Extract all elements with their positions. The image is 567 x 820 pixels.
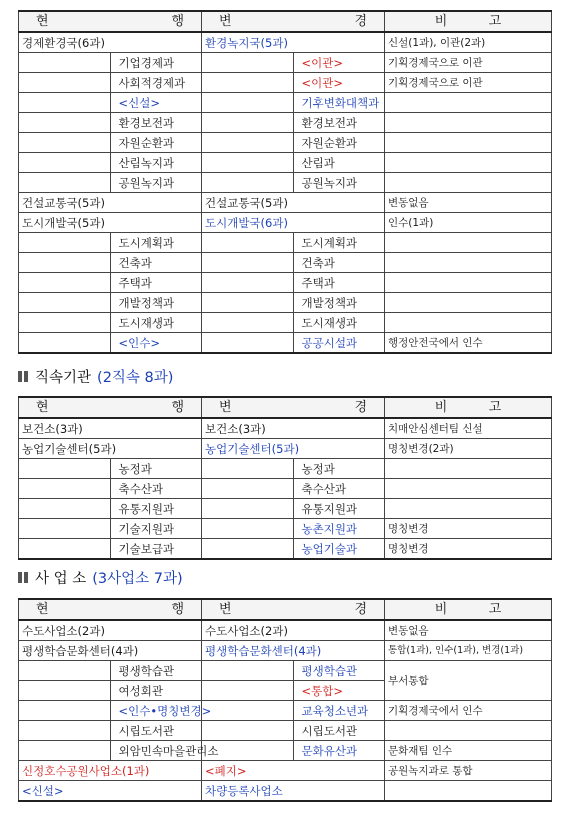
section-new: 환경보전과 <box>293 113 385 133</box>
section-current: 유통지원과 <box>110 499 202 519</box>
table-row <box>19 273 552 293</box>
section-heading-direct-agencies <box>18 366 173 387</box>
section-note <box>385 499 552 519</box>
section-note: 기획경제국으로 이관 <box>385 73 552 93</box>
square-bullet-icon <box>18 572 22 583</box>
section-new: 도시계획과 <box>293 233 385 253</box>
section-note <box>385 93 552 113</box>
section-note: 기획경제국으로 이관 <box>385 53 552 73</box>
header-change: 변 경 <box>202 397 385 418</box>
section-current: 환경보전과 <box>110 113 202 133</box>
section-note <box>385 313 552 333</box>
table-row <box>19 73 552 93</box>
section-note <box>385 133 552 153</box>
header-current: 현 행 <box>19 11 202 32</box>
section-count: (2직속 8과) <box>97 370 174 386</box>
dept-new: 농업기술센터(5과) <box>202 439 385 459</box>
section-current: 개발정책과 <box>110 293 202 313</box>
dept-note: 치매안심센터팀 신설 <box>385 418 552 439</box>
table-row <box>19 701 552 721</box>
section-current: 산림녹지과 <box>110 153 202 173</box>
section-note <box>385 479 552 499</box>
section-note <box>385 721 552 741</box>
square-bullet-icon <box>24 371 28 382</box>
table-row <box>19 418 552 439</box>
dept-new: 평생학습문화센터(4과) <box>202 641 385 661</box>
section-current: 건축과 <box>110 253 202 273</box>
section-note: 기획경제국에서 인수 <box>385 701 552 721</box>
section-current: 사회적경제과 <box>110 73 202 93</box>
section-note: 명칭변경 <box>385 519 552 539</box>
dept-current: 농업기술센터(5과) <box>19 439 202 459</box>
header-current: 현 행 <box>19 397 202 418</box>
dept-note: 변동없음 <box>385 620 552 641</box>
section-new: 축수산과 <box>293 479 385 499</box>
table-row <box>19 741 552 761</box>
table-row <box>19 519 552 539</box>
dept-new: 환경녹지국(5과) <box>202 32 385 53</box>
table-row <box>19 761 552 781</box>
section-new: 유통지원과 <box>293 499 385 519</box>
section-new: <이관> <box>293 73 385 93</box>
section-note: 명칭변경 <box>385 539 552 560</box>
dept-current: 평생학습문화센터(4과) <box>19 641 202 661</box>
section-new: 도시재생과 <box>293 313 385 333</box>
dept-note: 인수(1과) <box>385 213 552 233</box>
section-current: 시립도서관 <box>110 721 202 741</box>
section-note <box>385 233 552 253</box>
section-heading-business-offices <box>18 567 183 588</box>
section-title: 직속기관 <box>35 370 92 386</box>
table-row <box>19 439 552 459</box>
dept-note: 통합(1과), 인수(1과), 변경(1과) <box>385 641 552 661</box>
header-note: 비 고 <box>385 11 552 32</box>
section-new: 주택과 <box>293 273 385 293</box>
section-new: 농촌지원과 <box>293 519 385 539</box>
table-row <box>19 781 552 802</box>
table-row <box>19 721 552 741</box>
section-new: 교육청소년과 <box>293 701 385 721</box>
dept-current: 보건소(3과) <box>19 418 202 439</box>
section-current: 도시재생과 <box>110 313 202 333</box>
section-new: 자원순환과 <box>293 133 385 153</box>
org-table-business-offices <box>18 598 552 802</box>
table-row <box>19 539 552 560</box>
dept-new: 도시개발국(6과) <box>202 213 385 233</box>
section-current: 기술보급과 <box>110 539 202 560</box>
square-bullet-icon <box>24 572 28 583</box>
section-current: <인수> <box>110 333 202 354</box>
section-new: 농업기술과 <box>293 539 385 560</box>
org-table-bureaus <box>18 10 552 354</box>
table-row <box>19 32 552 53</box>
section-note <box>385 173 552 193</box>
table-header <box>19 11 552 32</box>
section-current: 여성회관 <box>110 681 202 701</box>
table-row <box>19 153 552 173</box>
section-new: 시립도서관 <box>293 721 385 741</box>
section-note <box>385 459 552 479</box>
table-row <box>19 479 552 499</box>
section-current: <신설> <box>110 93 202 113</box>
dept-new: 차량등록사업소 <box>202 781 385 802</box>
section-note: 문화재팀 인수 <box>385 741 552 761</box>
section-current: 자원순환과 <box>110 133 202 153</box>
section-note <box>385 273 552 293</box>
dept-note: 명칭변경(2과) <box>385 439 552 459</box>
table-row <box>19 133 552 153</box>
section-new: 기후변화대책과 <box>293 93 385 113</box>
table-header <box>19 397 552 418</box>
section-current: 기업경제과 <box>110 53 202 73</box>
section-current: 축수산과 <box>110 479 202 499</box>
table-row <box>19 459 552 479</box>
section-new: 공원녹지과 <box>293 173 385 193</box>
section-current: 외암민속마을관리소 <box>110 741 202 761</box>
dept-current: <신설> <box>19 781 202 802</box>
square-bullet-icon <box>18 371 22 382</box>
dept-current: 수도사업소(2과) <box>19 620 202 641</box>
header-change: 변 경 <box>202 11 385 32</box>
header-note: 비 고 <box>385 599 552 620</box>
section-current: 주택과 <box>110 273 202 293</box>
table-row <box>19 313 552 333</box>
section-note: 부서통합 <box>385 661 552 701</box>
dept-current: 건설교통국(5과) <box>19 193 202 213</box>
dept-current: 도시개발국(5과) <box>19 213 202 233</box>
section-current: 평생학습관 <box>110 661 202 681</box>
table-row <box>19 620 552 641</box>
section-note <box>385 293 552 313</box>
dept-current: 경제환경국(6과) <box>19 32 202 53</box>
section-current: 기술지원과 <box>110 519 202 539</box>
dept-new: 건설교통국(5과) <box>202 193 385 213</box>
section-count: (3사업소 7과) <box>92 571 183 587</box>
table-row <box>19 253 552 273</box>
dept-note: 공원녹지과로 통합 <box>385 761 552 781</box>
section-new: 산림과 <box>293 153 385 173</box>
section-new: 평생학습관 <box>293 661 385 681</box>
dept-note <box>385 781 552 802</box>
table-row <box>19 661 552 681</box>
section-new: <이관> <box>293 53 385 73</box>
section-new: 농정과 <box>293 459 385 479</box>
dept-new: 수도사업소(2과) <box>202 620 385 641</box>
dept-note: 신설(1과), 이관(2과) <box>385 32 552 53</box>
dept-current: 신정호수공원사업소(1과) <box>19 761 202 781</box>
section-new: 문화유산과 <box>293 741 385 761</box>
table-row <box>19 293 552 313</box>
table-row <box>19 193 552 213</box>
table-row <box>19 499 552 519</box>
section-new: 개발정책과 <box>293 293 385 313</box>
dept-new: 보건소(3과) <box>202 418 385 439</box>
section-current: 농정과 <box>110 459 202 479</box>
section-current: <인수•명칭변경> <box>110 701 202 721</box>
table-row <box>19 333 552 354</box>
dept-note: 변동없음 <box>385 193 552 213</box>
section-note <box>385 253 552 273</box>
section-current: 공원녹지과 <box>110 173 202 193</box>
table-row <box>19 113 552 133</box>
section-note <box>385 153 552 173</box>
table-row <box>19 233 552 253</box>
section-note: 행정안전국에서 인수 <box>385 333 552 354</box>
section-new: 건축과 <box>293 253 385 273</box>
table-row <box>19 93 552 113</box>
dept-new: <폐지> <box>202 761 385 781</box>
section-new: 공공시설과 <box>293 333 385 354</box>
header-current: 현 행 <box>19 599 202 620</box>
table-row <box>19 213 552 233</box>
org-table-direct-agencies <box>18 396 552 560</box>
table-row <box>19 641 552 661</box>
header-note: 비 고 <box>385 397 552 418</box>
table-row <box>19 173 552 193</box>
section-current: 도시계획과 <box>110 233 202 253</box>
table-header <box>19 599 552 620</box>
section-note <box>385 113 552 133</box>
section-title: 사 업 소 <box>35 571 87 587</box>
table-row <box>19 53 552 73</box>
header-change: 변 경 <box>202 599 385 620</box>
section-new: <통합> <box>293 681 385 701</box>
